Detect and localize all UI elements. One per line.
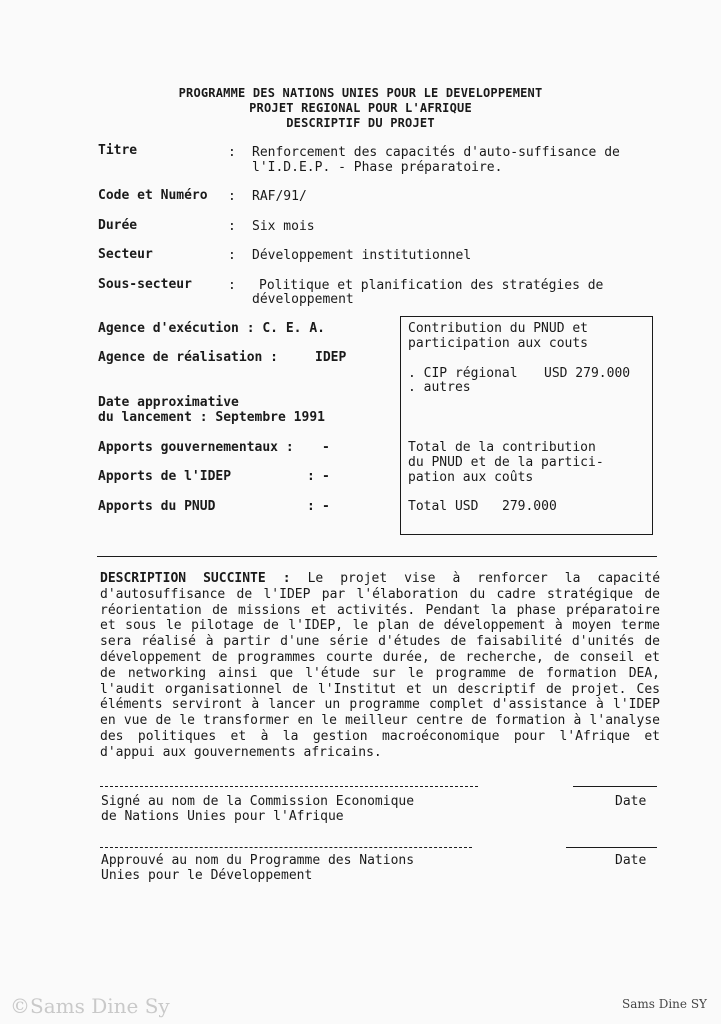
box-total-line-1: Total de la contribution: [408, 440, 596, 455]
section-divider: [97, 556, 657, 557]
sous-secteur-label: Sous-secteur: [98, 277, 192, 292]
apports-gouv-value: -: [322, 440, 330, 455]
secteur-colon: :: [228, 248, 236, 263]
box-total-label: Total USD: [408, 499, 479, 514]
watermark-left: ©Sams Dine Sy: [10, 994, 170, 1018]
signature-line-1: [100, 786, 478, 787]
duree-label: Durée: [98, 218, 138, 233]
box-title-2: participation aux couts: [408, 336, 589, 351]
box-title-1: Contribution du PNUD et: [408, 321, 589, 336]
box-total-value: 279.000: [502, 499, 557, 514]
box-item-1-value: USD 279.000: [544, 366, 631, 381]
header-line-3: DESCRIPTIF DU PROJET: [286, 116, 435, 130]
signature-2-line-2: Unies pour le Développement: [101, 868, 313, 883]
code-value: RAF/91/: [252, 189, 307, 204]
code-label: Code et Numéro: [98, 188, 208, 203]
date-line-1: [573, 786, 657, 787]
sous-secteur-value-2: développement: [252, 292, 354, 307]
signature-1-line-1: Signé au nom de la Commission Economique: [101, 794, 415, 809]
watermark-right: Sams Dine SY: [622, 997, 707, 1011]
apports-idep-label: Apports de l'IDEP: [98, 469, 232, 484]
description-label: DESCRIPTION SUCCINTE :: [100, 571, 291, 586]
agence-execution: Agence d'exécution : C. E. A.: [98, 321, 325, 336]
apports-idep-value: -: [322, 469, 330, 484]
sous-secteur-value-1: Politique et planification des stratégies de: [259, 278, 604, 293]
titre-label: Titre: [98, 143, 138, 158]
duree-colon: :: [228, 219, 236, 234]
sous-secteur-colon: :: [228, 278, 236, 293]
titre-colon: :: [228, 145, 236, 160]
agence-realisation-label: Agence de réalisation :: [98, 350, 279, 365]
apports-pnud-value: -: [322, 499, 330, 514]
box-total-line-3: pation aux coûts: [408, 470, 534, 485]
code-colon: :: [228, 189, 236, 204]
apports-pnud-label: Apports du PNUD: [98, 499, 216, 514]
signature-2-line-1: Approuvé au nom du Programme des Nations: [101, 853, 415, 868]
agence-realisation-value: IDEP: [315, 350, 347, 365]
signature-2-date: Date: [615, 853, 647, 868]
description-paragraph: [100, 571, 660, 761]
date-lancement-2: du lancement : Septembre 1991: [98, 410, 325, 425]
date-lancement-1: Date approximative: [98, 395, 239, 410]
date-line-2: [566, 847, 657, 848]
box-item-1-label: . CIP régional: [408, 366, 518, 381]
titre-value-1: Renforcement des capacités d'auto-suffisance de: [252, 145, 620, 160]
apports-idep-colon: :: [307, 469, 315, 484]
secteur-value: Développement institutionnel: [252, 248, 472, 263]
box-item-2-label: . autres: [408, 380, 471, 395]
description-text: Le projet vise à renforcer la capacité d'autosuffisance de l'IDEP par l'élaboration du cadre stratégique de réorientation de missions et activités. Pendant la phase préparatoire et sous le pilotage de l'IDEP, le plan de développement à moyen terme sera réalisé à partir d'une série d'études de faisabilité d'unités de développement de programmes courte durée, de recherche, de conseil et de networking ainsi que l'étude sur le programme de formation DEA, l'audit organisationnel de l'Institut et un descriptif de projet. Ces éléments serviront à lancer un programme complet d'assistance à l'IDEP en vue de le transformer en le meilleur centre de formation à l'analyse des politiques et à la gestion macroéconomique pour l'Afrique et d'appui aux gouvernements africains.: [100, 571, 661, 760]
titre-value-2: l'I.D.E.P. - Phase préparatoire.: [252, 160, 503, 175]
apports-pnud-colon: :: [307, 499, 315, 514]
duree-value: Six mois: [252, 219, 315, 234]
apports-gouv-label: Apports gouvernementaux :: [98, 440, 294, 455]
signature-1-line-2: de Nations Unies pour l'Afrique: [101, 809, 344, 824]
header-line-1: PROGRAMME DES NATIONS UNIES POUR LE DEVELOPPEMENT: [178, 86, 543, 100]
header-line-2: PROJET REGIONAL POUR L'AFRIQUE: [249, 101, 472, 115]
signature-line-2: [100, 847, 472, 848]
signature-1-date: Date: [615, 794, 647, 809]
box-total-line-2: du PNUD et de la partici-: [408, 455, 604, 470]
secteur-label: Secteur: [98, 247, 153, 262]
